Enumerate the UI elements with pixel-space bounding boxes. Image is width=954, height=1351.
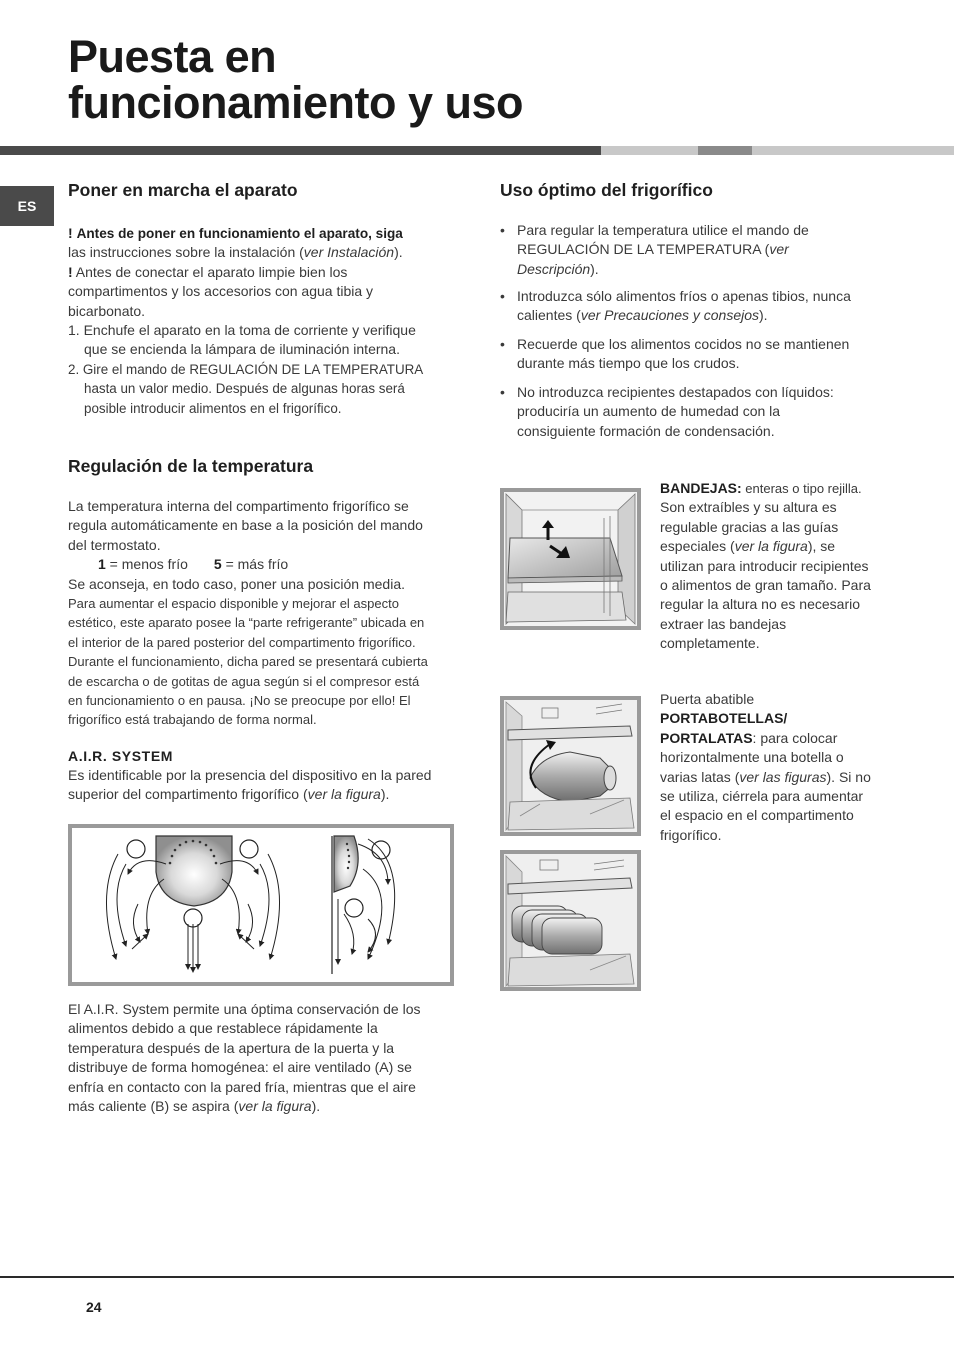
trays-line-4-ref: ver la figura	[734, 538, 808, 555]
tip-3-line-1: Recuerde que los alimentos cocidos no se mantienen	[517, 336, 850, 352]
warning-2-line-1: Antes de conectar el aparato limpie bien los	[72, 263, 348, 280]
temp-line-8: Durante el funcionamiento, dicha pared se presentará cubierta	[68, 654, 428, 670]
trays-line-9: completamente.	[660, 635, 760, 652]
step-1-line-2: que se encienda la lámpara de iluminación interna.	[84, 341, 400, 358]
air2-line-3: temperatura después de la apertura de la puerta y la	[68, 1039, 395, 1056]
page-number: 24	[86, 1299, 102, 1315]
warning-1-ref: ver Instalación	[303, 244, 395, 261]
section-heading-optimal-use: Uso óptimo del frigorífico	[500, 180, 713, 200]
scale-min-number: 1	[98, 556, 106, 573]
trays-line-5: utilizan para introducir recipientes	[660, 557, 869, 574]
air2-line-6: más caliente (B) se aspira (	[68, 1098, 239, 1115]
door-label-1: PORTABOTELLAS/	[660, 710, 788, 727]
step-2-line-1: 2. Gire el mando de REGULACIÓN DE LA TEMPERATURA	[68, 361, 424, 377]
trays-line-3: regulable gracias a las guías	[660, 518, 839, 535]
air-system-text	[68, 766, 468, 805]
trays-line-4: especiales (	[660, 538, 735, 555]
warning-mark-2: !	[68, 263, 73, 280]
trays-line-2: Son extraíbles y su altura es	[660, 499, 837, 516]
scale-min-text: = menos frío	[105, 556, 188, 573]
header-rule-light	[601, 146, 698, 155]
tip-1-end: ).	[590, 260, 599, 277]
header-rule-mid	[698, 146, 752, 155]
warning-2-line-2: compartimentos y los accesorios con agua tibia y	[68, 283, 374, 300]
title-line-2: funcionamiento y uso	[68, 77, 524, 128]
tip-1-ref-b: Descripción	[517, 260, 591, 277]
warning-2-line-3: bicarbonato.	[68, 302, 146, 319]
tip-2-line-1: Introduzca sólo alimentos fríos o apenas tibios, nunca	[517, 288, 851, 304]
door-line-5: varias latas (	[660, 768, 740, 785]
trays-line-8: extraer las bandejas	[660, 615, 787, 632]
door-line-5-ref: ver las figuras	[739, 768, 827, 785]
temp-line-7: el interior de la pared posterior del compartimento frigorífico.	[68, 634, 416, 650]
temp-line-2: regula automáticamente en base a la posición del mando	[68, 517, 423, 534]
warning-1-bold: Antes de poner en funcionamiento el aparato, siga	[76, 226, 403, 241]
air-system-explanation	[68, 1000, 468, 1116]
door-line-5-end: ). Si no	[826, 768, 871, 785]
tip-4-line-1: No introduzca recipientes destapados con líquidos:	[517, 384, 834, 400]
tip-4-line-3: consiguiente formación de condensación.	[517, 422, 775, 439]
step-2-line-3: posible introducir alimentos en el frigorífico.	[84, 400, 342, 416]
warning-1-text: las instrucciones sobre la instalación (	[68, 244, 304, 261]
air2-line-4: distribuye de forma homogénea: el aire ventilado (A) se	[68, 1059, 412, 1076]
door-rack-text	[660, 690, 900, 845]
scale-max-number: 5	[213, 556, 222, 573]
tip-1-ref-a: ver	[769, 241, 789, 258]
air2-line-5: enfría en contacto con la pared fría, mientras que el aire	[68, 1078, 416, 1095]
temperature-text	[68, 497, 468, 730]
section-heading-start: Poner en marcha el aparato	[68, 180, 298, 200]
header-rule-light-2	[752, 146, 954, 155]
air-system-diagram	[68, 824, 454, 986]
start-instructions	[68, 224, 468, 418]
bullet-icon: •	[500, 384, 505, 400]
warning-mark: !	[68, 225, 73, 241]
scale-max-text: = más frío	[221, 556, 289, 573]
temp-line-5: Para aumentar el espacio disponible y mejorar el aspecto	[68, 596, 399, 612]
bullet-icon: •	[500, 336, 505, 352]
trays-label: BANDEJAS:	[660, 480, 742, 496]
trays-text	[660, 479, 900, 654]
temp-line-4: Se aconseja, en todo caso, poner una posición media.	[68, 575, 406, 592]
tip-1-line-2: REGULACIÓN DE LA TEMPERATURA (	[517, 241, 770, 258]
trays-line-6: o alimentos de gran tamaño. Para	[660, 577, 871, 594]
list-item	[500, 335, 849, 374]
air-heading-text: A.I.R. SYSTEM	[68, 748, 174, 764]
step-2-line-2: hasta un valor medio. Después de algunas horas será	[84, 381, 405, 397]
bullet-icon: •	[500, 222, 505, 238]
bullet-icon: •	[500, 288, 505, 304]
footer-rule	[0, 1276, 954, 1278]
air-system-heading	[68, 747, 173, 766]
door-line-8: frigorífico.	[660, 826, 722, 843]
temp-line-3: del termostato.	[68, 536, 161, 553]
trays-line-4-end: ), se	[807, 538, 836, 555]
tip-4-line-2: produciría un aumento de humedad con la	[517, 403, 781, 420]
air2-line-2: alimentos debido a que restablece rápidamente la	[68, 1020, 378, 1037]
air-line-1: Es identificable por la presencia del dispositivo en la pared	[68, 767, 432, 783]
door-line-6: se utiliza, ciérrela para aumentar	[660, 788, 864, 805]
door-label-2: PORTALATAS	[660, 729, 753, 746]
shelf-figure	[500, 488, 641, 630]
header-rule-dark	[0, 146, 601, 155]
list-item	[500, 287, 851, 326]
section-heading-temperature: Regulación de la temperatura	[68, 456, 314, 476]
tip-2-ref: ver Precauciones y consejos	[580, 307, 760, 324]
bottle-rack-figure	[500, 696, 641, 836]
door-line-3: : para colocar	[752, 729, 838, 746]
tip-1-line-1: Para regular la temperatura utilice el mando de	[517, 222, 809, 238]
door-line-1: Puerta abatible	[660, 691, 755, 707]
door-line-4: horizontalmente una botella o	[660, 749, 844, 766]
air-line-2-ref: ver la figura	[307, 786, 381, 803]
air-line-2-end: ).	[380, 786, 390, 803]
temp-line-9: de escarcha o de gotitas de agua según si el compresor está	[68, 673, 420, 689]
air2-line-6-ref: ver la figura	[238, 1098, 312, 1115]
can-rack-figure	[500, 850, 641, 991]
list-item	[500, 221, 809, 279]
temp-line-11: frigorífico está trabajando de forma normal.	[68, 712, 317, 728]
title-line-1: Puesta en	[68, 31, 277, 82]
door-line-7: el espacio en el compartimento	[660, 807, 854, 824]
page-title	[68, 31, 768, 128]
temp-line-6: estético, este aparato posee la “parte refrigerante” ubicada en	[68, 615, 425, 631]
tip-2-end: ).	[759, 307, 768, 324]
warning-1-end: ).	[394, 244, 403, 261]
step-1-line-1: 1. Enchufe el aparato en la toma de corriente y verifique	[68, 322, 416, 339]
air2-line-6-end: ).	[311, 1098, 321, 1115]
air2-line-1: El A.I.R. System permite una óptima conservación de los	[68, 1001, 421, 1017]
air-line-2: superior del compartimento frigorífico (	[68, 786, 308, 803]
temp-scale	[68, 555, 468, 574]
tip-3-line-2: durante más tiempo que los crudos.	[517, 355, 740, 372]
temp-line-10: en funcionamiento o en pausa. ¡No se preocupe por ello! El	[68, 693, 411, 709]
tip-2-line-2: calientes (	[517, 307, 581, 324]
language-tab: ES	[0, 186, 54, 226]
temp-line-1: La temperatura interna del compartimento frigorífico se	[68, 498, 409, 514]
trays-line-7: regular la altura no es necesario	[660, 596, 861, 613]
trays-line-1: enteras o tipo rejilla.	[741, 481, 862, 496]
list-item	[500, 383, 834, 441]
